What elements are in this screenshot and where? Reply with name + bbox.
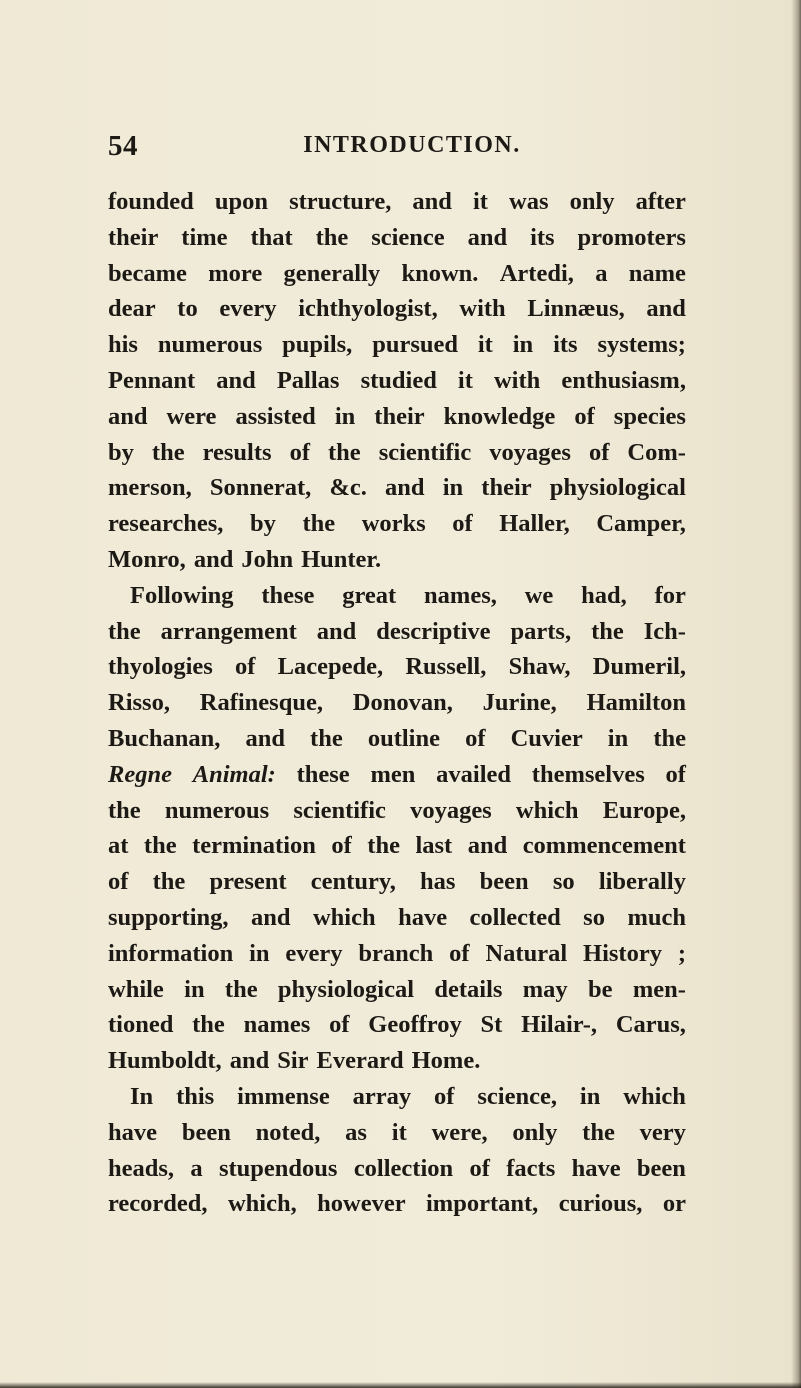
word: Hunter. (301, 545, 382, 573)
word: researches, (108, 510, 224, 538)
word: known. (401, 259, 479, 287)
word: the (315, 223, 349, 251)
word: Shaw, (508, 653, 571, 681)
word: physiological (277, 975, 415, 1003)
body-text (108, 184, 686, 1222)
word: science (371, 223, 445, 251)
word: stupendous (218, 1154, 338, 1182)
word: much (627, 903, 686, 931)
word: while (108, 975, 164, 1003)
word: branch (358, 939, 434, 967)
word: has (420, 868, 456, 896)
word: their (481, 474, 532, 502)
word: assisted (235, 402, 316, 430)
word: numerous (157, 331, 263, 359)
text-line (108, 578, 686, 614)
word: of (465, 724, 486, 752)
text-line (108, 256, 686, 292)
word: Artedi, (499, 259, 574, 287)
word: of (289, 438, 310, 466)
text-line (108, 184, 686, 220)
word: in (249, 939, 270, 967)
word: these (261, 581, 315, 609)
word: voyages (489, 438, 571, 466)
word: In (130, 1082, 154, 1110)
word: however (317, 1190, 406, 1218)
word: Donovan, (352, 689, 453, 717)
word: so (583, 903, 605, 931)
word: physiological (549, 474, 686, 502)
word: the (653, 724, 686, 752)
italic-word: Animal: (192, 760, 276, 788)
word: Humboldt, (108, 1047, 222, 1075)
word: liberally (598, 868, 686, 896)
word: Camper, (596, 510, 686, 538)
word: every (285, 939, 343, 967)
word: had, (581, 581, 627, 609)
word: tioned (108, 1011, 174, 1039)
word: Cuvier (510, 724, 583, 752)
word: Russell, (405, 653, 487, 681)
text-line (108, 685, 686, 721)
word: ichthyologist, (298, 295, 438, 323)
word: Monro, (108, 545, 186, 573)
word: its (530, 223, 555, 251)
word: Home. (411, 1047, 481, 1075)
word: their (108, 223, 159, 251)
word: Hilair-, (521, 1011, 598, 1039)
word: very (639, 1118, 686, 1146)
word: a (190, 1154, 203, 1182)
word: works (361, 510, 426, 538)
word: as (345, 1118, 367, 1146)
word: and (412, 188, 452, 215)
word: important, (426, 1190, 539, 1218)
word: Rafinesque, (199, 689, 323, 717)
word: thyologies (108, 653, 213, 681)
word: History (583, 939, 662, 967)
word: names, (424, 581, 497, 609)
word: every (219, 295, 277, 323)
word: systems; (597, 331, 686, 359)
word: structure, (289, 188, 392, 215)
word: the (224, 975, 258, 1003)
word: we (524, 581, 554, 609)
word: dear (108, 295, 156, 323)
word: Following (130, 581, 234, 609)
word: numerous (164, 796, 270, 824)
word: and (245, 724, 285, 752)
word: founded (108, 188, 194, 215)
word: it (473, 188, 488, 215)
page-header (108, 130, 686, 170)
page-bottom-edge (0, 1382, 801, 1388)
word: may (522, 975, 568, 1003)
word: knowledge (443, 402, 556, 430)
word: of (574, 402, 595, 430)
word: of (449, 939, 470, 967)
word: curious, (558, 1190, 643, 1218)
word: and (108, 402, 148, 430)
word: Pallas (276, 366, 340, 394)
word: information (108, 939, 234, 967)
word: commencement (522, 832, 686, 860)
word: enthusiasm, (561, 366, 686, 394)
word: its (553, 331, 578, 359)
text-line (108, 327, 686, 363)
running-head: INTRODUCTION. (303, 132, 521, 158)
word: Sonnerat, (209, 474, 312, 502)
word: immense (237, 1082, 330, 1110)
word: the (108, 796, 141, 824)
word: and (216, 366, 256, 394)
word: and (467, 223, 508, 251)
word: it (391, 1118, 407, 1146)
word: heads, (108, 1154, 175, 1182)
word: recorded, (108, 1190, 208, 1218)
word: name (628, 259, 686, 287)
word: John (241, 545, 294, 573)
word: have (571, 1154, 621, 1182)
word: time (181, 223, 228, 251)
word: Risso, (108, 689, 170, 717)
word: their (374, 402, 425, 430)
word: generally (283, 259, 381, 287)
text-line (108, 1151, 686, 1187)
word: the (367, 832, 400, 860)
word: promoters (577, 223, 686, 251)
word: termination (192, 832, 316, 860)
word: which (312, 903, 376, 931)
word: of (108, 868, 129, 896)
word: Lacepede, (277, 653, 384, 681)
word: collected (469, 903, 561, 931)
word: a (595, 259, 608, 287)
word: that (250, 223, 293, 251)
word: of (469, 1154, 490, 1182)
word: or (662, 1190, 686, 1218)
word: which, (227, 1190, 297, 1218)
text-line (108, 435, 686, 471)
word: the (302, 510, 336, 538)
text-line (108, 900, 686, 936)
text-line (108, 828, 686, 864)
word: Natural (485, 939, 568, 967)
word: this (176, 1082, 215, 1110)
word: Geoffroy (368, 1011, 462, 1039)
word: arrangement (160, 617, 297, 645)
word: with (459, 295, 506, 323)
word: voyages (410, 796, 492, 824)
word: his (108, 331, 138, 359)
word: St (480, 1011, 503, 1039)
text-line (108, 793, 686, 829)
word: men- (632, 975, 686, 1003)
word: for (654, 581, 686, 609)
word: with (493, 366, 541, 394)
word: pursued (372, 331, 458, 359)
word: present (209, 868, 287, 896)
word: the (310, 724, 343, 752)
word: last (415, 832, 453, 860)
word: noted, (255, 1118, 321, 1146)
word: the (152, 868, 186, 896)
text-line (108, 1079, 686, 1115)
word: supporting, (108, 903, 229, 931)
word: to (177, 295, 198, 323)
word: been (181, 1118, 231, 1146)
word: the (151, 438, 185, 466)
word: Ich- (643, 617, 686, 645)
word: Linnæus, (527, 295, 625, 323)
text-line (108, 1115, 686, 1151)
word: of (235, 653, 256, 681)
word: be (588, 975, 613, 1003)
word: great (342, 581, 397, 609)
word: Sir (277, 1047, 309, 1075)
word: &c. (329, 474, 367, 502)
word: which (623, 1082, 686, 1110)
word: Jurine, (482, 689, 557, 717)
word: been (479, 868, 529, 896)
word: the (582, 1118, 615, 1146)
text-line (108, 220, 686, 256)
word: results (202, 438, 272, 466)
word: and (229, 1047, 270, 1075)
text-line (108, 1007, 686, 1043)
text-line (108, 1043, 686, 1079)
word: Pennant (108, 366, 196, 394)
word: facts (506, 1154, 556, 1182)
word: Haller, (499, 510, 570, 538)
word: and (646, 295, 686, 323)
word: men (370, 760, 416, 788)
word: and (316, 617, 357, 645)
word: ; (677, 939, 686, 967)
word: upon (214, 188, 268, 215)
word: the (143, 832, 177, 860)
word: more (208, 259, 263, 287)
word: the (328, 438, 361, 466)
text-line (108, 721, 686, 757)
word: in (442, 474, 464, 502)
word: pupils, (282, 331, 353, 359)
word: Carus, (615, 1011, 686, 1039)
word: only (512, 1118, 558, 1146)
word: the (591, 617, 624, 645)
word: outline (367, 724, 440, 752)
word: so (552, 868, 575, 896)
word: the (108, 617, 141, 645)
word: Com- (627, 438, 686, 466)
word: was (509, 188, 549, 215)
word: and (385, 474, 425, 502)
word: have (108, 1118, 157, 1146)
word: and (250, 903, 291, 931)
word: century, (310, 868, 396, 896)
word: Everard (316, 1047, 404, 1075)
word: availed (436, 760, 512, 788)
word: became (108, 259, 187, 287)
word: themselves (531, 760, 645, 788)
word: which (515, 796, 579, 824)
word: species (613, 402, 686, 430)
text-line (108, 757, 686, 793)
word: these (296, 760, 350, 788)
word: at (108, 832, 129, 860)
word: of (434, 1082, 455, 1110)
word: details (434, 975, 503, 1003)
word: in (512, 331, 534, 359)
page-number: 54 (108, 130, 138, 162)
word: and (467, 832, 508, 860)
word: of (329, 1011, 350, 1039)
word: the (192, 1011, 225, 1039)
text-line (108, 291, 686, 327)
word: have (398, 903, 448, 931)
word: by (108, 438, 134, 466)
word: it (477, 331, 493, 359)
word: array (352, 1082, 412, 1110)
word: merson, (108, 474, 192, 502)
word: of (588, 438, 610, 466)
word: after (635, 188, 686, 215)
word: scientific (378, 438, 472, 466)
word: and (193, 545, 234, 573)
word: in (184, 975, 205, 1003)
text-line (108, 864, 686, 900)
word: Hamilton (586, 689, 686, 717)
text-line (108, 506, 686, 542)
word: by (250, 510, 276, 538)
word: been (636, 1154, 686, 1182)
word: were (166, 402, 217, 430)
word: in (334, 402, 356, 430)
italic-word: Regne (108, 760, 172, 788)
word: only (569, 188, 615, 215)
text-line (108, 470, 686, 506)
word: studied (360, 366, 437, 394)
word: it (457, 366, 473, 394)
word: descriptive (376, 617, 491, 645)
page-edge-shadow (791, 0, 801, 1388)
text-line (108, 363, 686, 399)
word: scientific (293, 796, 386, 824)
word: collection (353, 1154, 454, 1182)
text-line (108, 614, 686, 650)
word: of (665, 760, 686, 788)
word: in (607, 724, 629, 752)
word: of (452, 510, 473, 538)
word: Dumeril, (592, 653, 686, 681)
text-line (108, 542, 686, 578)
text-line (108, 1186, 686, 1222)
word: parts, (510, 617, 572, 645)
text-line (108, 399, 686, 435)
text-line (108, 649, 686, 685)
text-line (108, 936, 686, 972)
word: names (243, 1011, 311, 1039)
word: were, (431, 1118, 488, 1146)
word: Europe, (602, 796, 686, 824)
word: of (331, 832, 352, 860)
word: in (579, 1082, 601, 1110)
text-line (108, 972, 686, 1008)
word: Buchanan, (108, 724, 221, 752)
word: science, (477, 1082, 557, 1110)
